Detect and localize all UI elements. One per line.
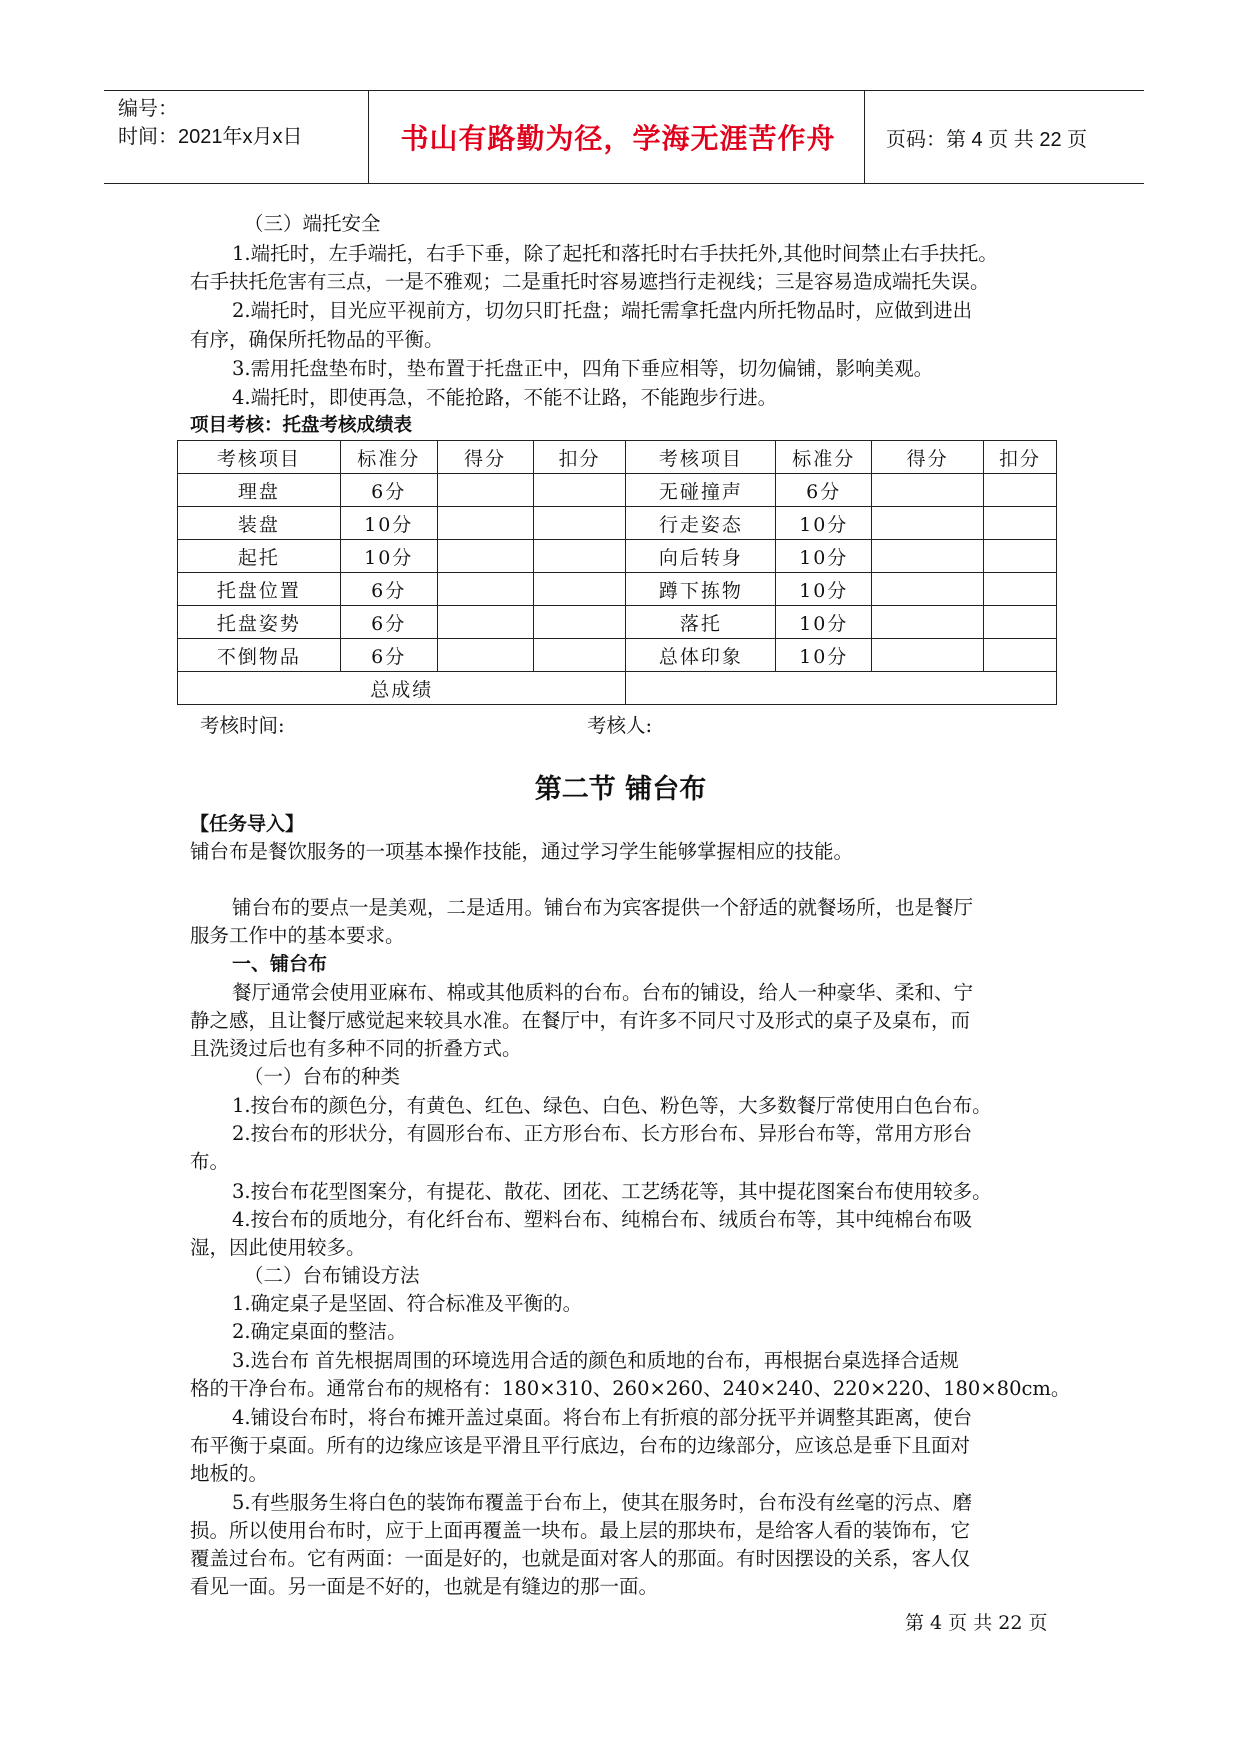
score-cell (872, 606, 984, 639)
deduction-cell (984, 606, 1057, 639)
table-cell: 行走姿态 (626, 507, 776, 540)
column-header: 标准分 (776, 441, 872, 474)
header-meta (118, 91, 368, 183)
table-cell: 10分 (776, 573, 872, 606)
column-header: 考核项目 (626, 441, 776, 474)
paragraph-line: 布平衡于桌面。所有的边缘应该是平滑且平行底边，台布的边缘部分，应该总是垂下且面对 (190, 1434, 971, 1457)
table-total-row (178, 672, 1057, 705)
page-footer: 第 4 页 共 22 页 (905, 1612, 1048, 1634)
deduction-cell (533, 507, 626, 540)
table-cell: 10分 (340, 507, 437, 540)
document-time-label: 时间：2021年x月x日 (118, 126, 303, 148)
table-cell: 10分 (776, 507, 872, 540)
header-motto: 书山有路勤为径，学海无涯苦作舟 (400, 122, 836, 155)
paragraph-line: 损。所以使用台布时，应于上面再覆盖一块布。最上层的那块布，是给客人看的装饰布，它 (190, 1519, 971, 1542)
subsection-heading: 一、铺台布 (232, 953, 328, 975)
column-header: 扣分 (533, 441, 626, 474)
paragraph-line: 布。 (190, 1150, 230, 1173)
paragraph-line: 铺台布是餐饮服务的一项基本操作技能，通过学习学生能够掌握相应的技能。 (190, 840, 854, 863)
deduction-cell (533, 573, 626, 606)
table-cell: 起托 (178, 540, 341, 573)
paragraph-line: 覆盖过台布。它有两面：一面是好的，也就是面对客人的那面。有时因摆设的关系，客人仅 (190, 1547, 971, 1570)
paragraph-line: 1.确定桌子是坚固、符合标准及平衡的。 (232, 1292, 583, 1315)
score-cell (437, 573, 533, 606)
paragraph-line: 3.需用托盘垫布时，垫布置于托盘正中，四角下垂应相等，切勿偏铺，影响美观。 (232, 357, 934, 380)
paragraph-line: 服务工作中的基本要求。 (190, 924, 405, 947)
page-header (104, 90, 1144, 184)
table-row (178, 573, 1057, 606)
table-cell: 无碰撞声 (626, 474, 776, 507)
score-cell (437, 507, 533, 540)
deduction-cell (533, 639, 626, 672)
deduction-cell (984, 507, 1057, 540)
table-cell: 6分 (340, 573, 437, 606)
table-cell: 6分 (340, 474, 437, 507)
table-header-row (178, 441, 1057, 474)
paragraph-line: 看见一面。另一面是不好的，也就是有缝边的那一面。 (190, 1575, 659, 1598)
table-cell: 6分 (776, 474, 872, 507)
deduction-cell (533, 474, 626, 507)
score-cell (872, 507, 984, 540)
score-cell (872, 639, 984, 672)
paragraph-line: 1.按台布的颜色分，有黄色、红色、绿色、白色、粉色等，大多数餐厅常使用白色台布。 (232, 1094, 992, 1117)
paragraph-line: 2.确定桌面的整洁。 (232, 1320, 407, 1343)
table-row (178, 507, 1057, 540)
deduction-cell (533, 540, 626, 573)
paragraph-line: 铺台布的要点一是美观，二是适用。铺台布为宾客提供一个舒适的就餐场所，也是餐厅 (232, 896, 974, 919)
paragraph-line: 且洗烫过后也有多种不同的折叠方式。 (190, 1037, 522, 1060)
paragraph-line: 静之感，且让餐厅感觉起来较具水准。在餐厅中，有许多不同尺寸及形式的桌子及桌布，而 (190, 1009, 971, 1032)
table-cell: 总体印象 (626, 639, 776, 672)
paragraph-line: 餐厅通常会使用亚麻布、棉或其他质料的台布。台布的铺设，给人一种豪华、柔和、宁 (232, 981, 974, 1004)
table-cell: 蹲下拣物 (626, 573, 776, 606)
table-cell: 10分 (776, 540, 872, 573)
paragraph-line: 湿，因此使用较多。 (190, 1236, 366, 1259)
score-cell (437, 606, 533, 639)
assessment-time-label: 考核时间: (200, 714, 285, 737)
task-intro-heading: 【任务导入】 (190, 813, 305, 835)
deduction-cell (984, 573, 1057, 606)
assessment-title: 项目考核：托盘考核成绩表 (190, 415, 413, 436)
document-number-label: 编号： (118, 98, 178, 120)
paragraph-line: 4.铺设台布时，将台布摊开盖过桌面。将台布上有折痕的部分抚平并调整其距离，使台 (232, 1406, 973, 1429)
column-header: 标准分 (340, 441, 437, 474)
header-divider (368, 91, 369, 183)
table-cell: 托盘位置 (178, 573, 341, 606)
deduction-cell (984, 540, 1057, 573)
score-cell (872, 474, 984, 507)
paragraph-line: 格的干净台布。通常台布的规格有：180×310、260×260、240×240、220×220、180×80cm。 (190, 1377, 1071, 1400)
total-value-cell (626, 672, 1057, 705)
paragraph-line: 右手扶托危害有三点，一是不雅观；二是重托时容易遮挡行走视线；三是容易造成端托失误。 (190, 270, 990, 293)
paragraph-line: 2.端托时，目光应平视前方，切勿只盯托盘；端托需拿托盘内所托物品时，应做到进出 (232, 299, 973, 322)
subsection-heading: （二）台布铺设方法 (244, 1264, 420, 1287)
table-cell: 不倒物品 (178, 639, 341, 672)
score-table (177, 440, 1057, 705)
paragraph-line: 5.有些服务生将白色的装饰布覆盖于台布上，使其在服务时，台布没有丝毫的污点、磨 (232, 1491, 973, 1514)
table-row (178, 606, 1057, 639)
table-cell: 10分 (776, 639, 872, 672)
paragraph-line: 1.端托时，左手端托，右手下垂，除了起托和落托时右手扶托外,其他时间禁止右手扶托。 (232, 242, 998, 265)
table-cell: 10分 (776, 606, 872, 639)
table-row (178, 474, 1057, 507)
deduction-cell (533, 606, 626, 639)
column-header: 考核项目 (178, 441, 341, 474)
column-header: 得分 (872, 441, 984, 474)
table-cell: 装盘 (178, 507, 341, 540)
column-header: 扣分 (984, 441, 1057, 474)
table-cell: 6分 (340, 639, 437, 672)
table-row (178, 540, 1057, 573)
table-cell: 向后转身 (626, 540, 776, 573)
header-page-number: 页码：第 4 页 共 22 页 (886, 128, 1088, 151)
section-heading: （三）端托安全 (244, 212, 381, 235)
paragraph-line: 4.按台布的质地分，有化纤台布、塑料台布、纯棉台布、绒质台布等，其中纯棉台布吸 (232, 1208, 973, 1231)
score-cell (437, 540, 533, 573)
score-cell (437, 639, 533, 672)
table-cell: 托盘姿势 (178, 606, 341, 639)
column-header: 得分 (437, 441, 533, 474)
paragraph-line: 3.按台布花型图案分，有提花、散花、团花、工艺绣花等，其中提花图案台布使用较多。 (232, 1180, 992, 1203)
header-divider (864, 91, 865, 183)
paragraph-line: 3.选台布 首先根据周围的环境选用合适的颜色和质地的台布，再根据台桌选择合适规 (232, 1349, 959, 1372)
table-cell: 理盘 (178, 474, 341, 507)
paragraph-line: 地板的。 (190, 1462, 269, 1485)
paragraph-line: 4.端托时，即使再急，不能抢路，不能不让路，不能跑步行进。 (232, 386, 778, 409)
table-cell: 落托 (626, 606, 776, 639)
deduction-cell (984, 474, 1057, 507)
score-cell (872, 573, 984, 606)
section-title: 第二节 铺台布 (534, 774, 707, 805)
table-row (178, 639, 1057, 672)
table-cell: 6分 (340, 606, 437, 639)
paragraph-line: 2.按台布的形状分，有圆形台布、正方形台布、长方形台布、异形台布等，常用方形台 (232, 1122, 973, 1145)
deduction-cell (984, 639, 1057, 672)
score-cell (872, 540, 984, 573)
assessor-label: 考核人: (587, 714, 653, 737)
paragraph-line: 有序，确保所托物品的平衡。 (190, 328, 444, 351)
score-cell (437, 474, 533, 507)
table-cell: 10分 (340, 540, 437, 573)
total-label: 总成绩 (178, 672, 626, 705)
subsection-heading: （一）台布的种类 (244, 1065, 401, 1088)
